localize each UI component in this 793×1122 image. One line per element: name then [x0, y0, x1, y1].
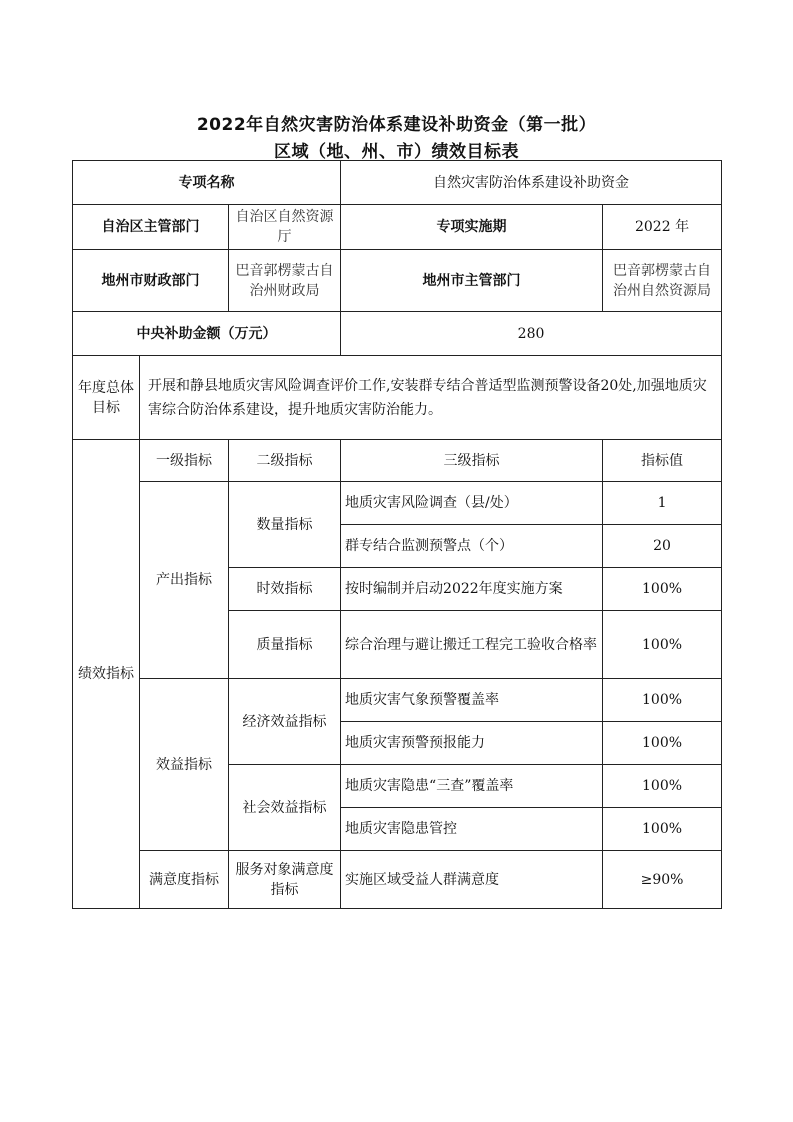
annual-goal-text: 开展和静县地质灾害风险调查评价工作,安装群专结合普适型监测预警设备20处,加强地质灾害综合防治体系建设，提升地质灾害防治能力。 — [140, 356, 722, 440]
col-level3-header: 三级指标 — [341, 440, 603, 482]
metrics-section-label: 绩效指标 — [73, 440, 140, 909]
period-value: 2022 年 — [603, 205, 722, 250]
special-name-value: 自然灾害防治体系建设补助资金 — [341, 161, 722, 205]
metric-value: 100% — [603, 611, 722, 679]
subsidy-label: 中央补助金额（万元） — [73, 312, 341, 356]
region-dept-value: 自治区自然资源厅 — [229, 205, 341, 250]
special-name-label: 专项名称 — [73, 161, 341, 205]
metric-value: 1 — [603, 482, 722, 525]
metric-name: 地质灾害气象预警覆盖率 — [341, 679, 603, 722]
quantity-indicator: 数量指标 — [229, 482, 341, 568]
prefecture-finance-value: 巴音郭楞蒙古自治州财政局 — [229, 250, 341, 312]
metric-value: 100% — [603, 808, 722, 851]
performance-target-table — [72, 160, 722, 909]
period-label: 专项实施期 — [341, 205, 603, 250]
annual-goal-label: 年度总体目标 — [73, 356, 140, 440]
metric-value: 100% — [603, 765, 722, 808]
metric-value: 100% — [603, 722, 722, 765]
prefecture-finance-label: 地州市财政部门 — [73, 250, 229, 312]
satisfaction-indicator: 满意度指标 — [140, 851, 229, 909]
prefecture-dept-value: 巴音郭楞蒙古自治州自然资源局 — [603, 250, 722, 312]
timeliness-indicator: 时效指标 — [229, 568, 341, 611]
metric-name: 地质灾害隐患管控 — [341, 808, 603, 851]
metric-name: 地质灾害风险调查（县/处） — [341, 482, 603, 525]
benefit-indicator: 效益指标 — [140, 679, 229, 851]
region-dept-label: 自治区主管部门 — [73, 205, 229, 250]
metric-name: 综合治理与避让搬迁工程完工验收合格率 — [341, 611, 603, 679]
quality-indicator: 质量指标 — [229, 611, 341, 679]
social-benefit-indicator: 社会效益指标 — [229, 765, 341, 851]
service-satisfaction-indicator: 服务对象满意度指标 — [229, 851, 341, 909]
metric-name: 地质灾害隐患“三查”覆盖率 — [341, 765, 603, 808]
metric-value: 20 — [603, 525, 722, 568]
metric-name: 群专结合监测预警点（个） — [341, 525, 603, 568]
economic-benefit-indicator: 经济效益指标 — [229, 679, 341, 765]
col-level1-header: 一级指标 — [140, 440, 229, 482]
metric-value: 100% — [603, 679, 722, 722]
metric-name: 实施区域受益人群满意度 — [341, 851, 603, 909]
metric-value: 100% — [603, 568, 722, 611]
document-subtitle: 区域（地、州、市）绩效目标表 — [274, 142, 519, 162]
document-title: 2022年自然灾害防治体系建设补助资金（第一批） — [196, 115, 597, 135]
metric-name: 按时编制并启动2022年度实施方案 — [341, 568, 603, 611]
prefecture-dept-label: 地州市主管部门 — [341, 250, 603, 312]
col-level2-header: 二级指标 — [229, 440, 341, 482]
metric-name: 地质灾害预警预报能力 — [341, 722, 603, 765]
col-value-header: 指标值 — [603, 440, 722, 482]
metric-value: ≥90% — [603, 851, 722, 909]
output-indicator: 产出指标 — [140, 482, 229, 679]
subsidy-value: 280 — [341, 312, 722, 356]
